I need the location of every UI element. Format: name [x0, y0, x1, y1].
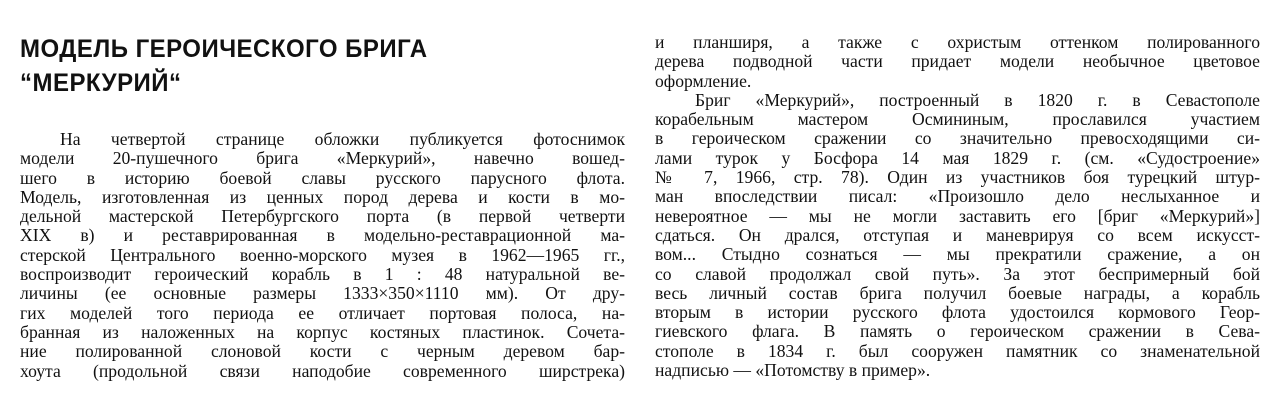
text-line: невероятное — мы не могли заставить его [бриг «Меркурий»]	[655, 205, 1260, 226]
text-line: бранная из наложенных на корпус костяных пластинок. Сочета-	[20, 321, 625, 342]
text-line: ние полированной слоновой кости с черным деревом бар-	[20, 341, 625, 362]
text-line: со славой продолжал свой путь». За этот беспримерный бой	[655, 263, 1260, 284]
text-line: гиевского флага. В память о героическом сражении в Сева-	[655, 321, 1260, 342]
text-line: личины (ее основные размеры 1333×350×1110 мм). От дру-	[20, 283, 625, 304]
text-line: ман впоследствии писал: «Произошло дело неслыханное и	[655, 186, 1260, 207]
text-line: дерева подводной части придает модели необычное цветовое	[655, 51, 1260, 72]
text-line: XIX в) и реставрированная в модельно-реставрационной ма-	[20, 225, 625, 246]
text-line: дельной мастерской Петербургского порта (в первой четверти	[20, 206, 625, 227]
text-line: модели 20-пушечного брига «Меркурий», навечно вошед-	[20, 148, 625, 169]
text-line: На четвертой странице обложки публикуется фотоснимок	[60, 129, 625, 149]
text-line: надписью — «Потомству в пример».	[655, 360, 931, 381]
right-column	[655, 33, 1260, 380]
text-line: сдаться. Он дрался, отступая и маневрируя со всем искусст-	[655, 224, 1260, 245]
text-line: гих моделей того периода ее отличает портовая полоса, на-	[20, 302, 625, 323]
text-line: вом... Стыдно сознаться — мы прекратили сражение, а он	[655, 244, 1260, 265]
text-line: корабельным мастером Осмининым, прославился участием	[655, 109, 1260, 130]
text-line: и планширя, а также с охристым оттенком полированного	[655, 32, 1260, 52]
paragraph-3	[655, 91, 1260, 380]
text-line: № 7, 1966, стр. 78). Один из участников боя турецкий штур-	[655, 167, 1260, 188]
paragraph-2-end	[655, 33, 1260, 91]
text-line: воспроизводит героический корабль в 1 : 48 натуральной ве-	[20, 264, 625, 285]
text-line: стерской Центрального военно-морского музея в 1962—1965 гг.,	[20, 244, 625, 265]
text-line: оформление.	[655, 70, 752, 91]
text-line: Модель, изготовленная из ценных пород дерева и кости в мо-	[20, 186, 625, 207]
text-line: вторым в истории русского флота удостоился кормового Геор-	[655, 302, 1260, 323]
text-line: весь личный состав брига получил боевые награды, а корабль	[655, 282, 1260, 303]
text-line: стополе в 1834 г. был сооружен памятник со знаменательной	[655, 340, 1260, 361]
text-line: шего в историю боевой славы русского парусного флота.	[20, 167, 625, 188]
title-line-1: МОДЕЛЬ ГЕРОИЧЕСКОГО БРИГА	[20, 35, 428, 63]
article-title	[20, 32, 596, 100]
paragraph-1	[20, 130, 625, 381]
left-column	[20, 130, 625, 381]
text-line: Бриг «Меркурий», построенный в 1820 г. в Севастополе	[695, 89, 1260, 110]
text-line: лами турок у Босфора 14 мая 1829 г. (см. «Судостроение»	[655, 147, 1260, 168]
text-line: хоута (продольной связи наподобие современного ширстрека)	[20, 360, 625, 381]
text-line: в героическом сражении со значительно превосходящими си-	[655, 128, 1260, 149]
title-line-2: “МЕРКУРИЙ“	[20, 69, 182, 97]
